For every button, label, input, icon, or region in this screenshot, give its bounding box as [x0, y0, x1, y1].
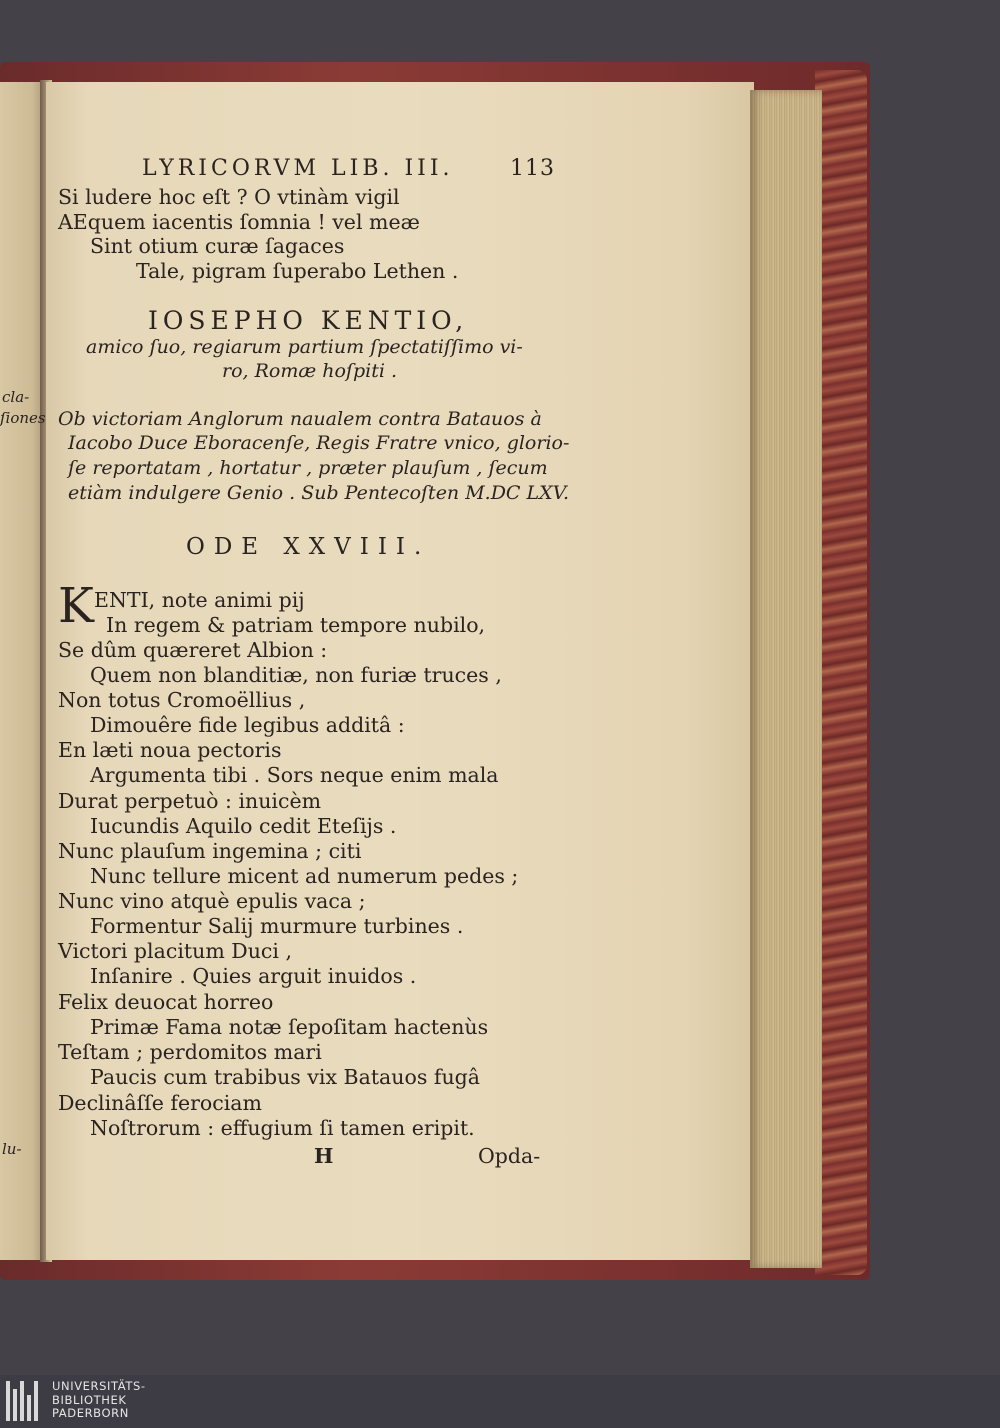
ode-title: ODE XXVIII. [186, 534, 431, 560]
verse-line: Formentur Salij murmure turbines . [90, 914, 464, 938]
dedication-line: ro, Romæ hoſpiti . [222, 360, 397, 382]
verse-line: Teſtam ; perdomitos mari [58, 1040, 322, 1064]
verse-line: Sint otium curæ ſagaces [90, 234, 345, 258]
dedication-name: IOSEPHO KENTIO, [148, 306, 469, 335]
logo-line: UNIVERSITÄTS- [52, 1379, 146, 1393]
verse-line: Paucis cum trabibus vix Batauos fugâ [90, 1065, 480, 1089]
marbled-cover-edge [815, 70, 867, 1275]
library-logo-text [52, 1380, 146, 1421]
drop-cap: K [58, 578, 94, 634]
argument-line: ſe reportatam , hortatur , præter plauſum , ſecum [68, 457, 548, 479]
margin-fragment: cla- [2, 388, 30, 406]
logo-line: PADERBORN [52, 1406, 129, 1420]
verse-line: Se dûm quæreret Albion : [58, 638, 328, 662]
verse-line: Quem non blanditiæ, non furiæ truces , [90, 663, 502, 687]
logo-line: BIBLIOTHEK [52, 1392, 127, 1407]
verse-line: Tale, pigram ſuperabo Lethen . [136, 259, 459, 283]
verse-line: ENTI, note animi pij [94, 588, 305, 612]
catchword: Opda- [478, 1144, 541, 1168]
verse-line: AEquem iacentis ſomnia ! vel meæ [58, 210, 420, 234]
argument-line: Ob victoriam Anglorum naualem contra Batauos à [58, 408, 542, 430]
verse-line: Iucundis Aquilo cedit Eteſijs . [90, 814, 397, 838]
verse-line: Dimouêre fide legibus additâ : [90, 713, 405, 737]
verse-line: Inſanire . Quies arguit inuidos . [90, 964, 417, 988]
verse-line: Felix deuocat horreo [58, 990, 274, 1014]
verse-line: Durat perpetuò : inuicèm [58, 789, 322, 813]
page-edges [750, 90, 822, 1268]
verse-line: Nunc vino atquè epulis vaca ; [58, 889, 366, 913]
verse-line: Si ludere hoc eſt ? O vtinàm vigil [58, 185, 400, 209]
verse-line: Noſtrorum : effugium ſi tamen eripit. [90, 1116, 475, 1140]
verse-line: Primæ Fama notæ ſepoſitam hactenùs [90, 1015, 489, 1039]
verse-line: Non totus Cromoëllius , [58, 688, 306, 712]
verse-line: In regem & patriam tempore nubilo, [106, 613, 486, 637]
verse-line: Victori placitum Duci , [58, 939, 292, 963]
verse-line: En læti noua pectoris [58, 738, 282, 762]
dedication-line: amico ſuo, regiarum partium ſpectatiſſimo vi- [86, 336, 523, 358]
margin-fragment: lu- [2, 1140, 22, 1158]
verse-line: Declinâſſe ferociam [58, 1091, 262, 1115]
library-footer [0, 1375, 1000, 1428]
verse-line: Nunc tellure micent ad numerum pedes ; [90, 864, 519, 888]
library-bars-icon [6, 1381, 42, 1421]
verse-line: Nunc plauſum ingemina ; citi [58, 839, 362, 863]
page-number: 113 [510, 156, 555, 181]
verse-line: Argumenta tibi . Sors neque enim mala [90, 763, 499, 787]
running-head: LYRICORVM LIB. III. [142, 156, 454, 181]
argument-line: etiàm indulgere Genio . Sub Pentecoſten M.DC LXV. [68, 482, 570, 504]
argument-line: Iacobo Duce Eboracenſe, Regis Fratre vnico, glorio- [68, 432, 570, 454]
margin-fragment: ſiones [0, 409, 46, 427]
signature-mark: H [314, 1144, 334, 1168]
